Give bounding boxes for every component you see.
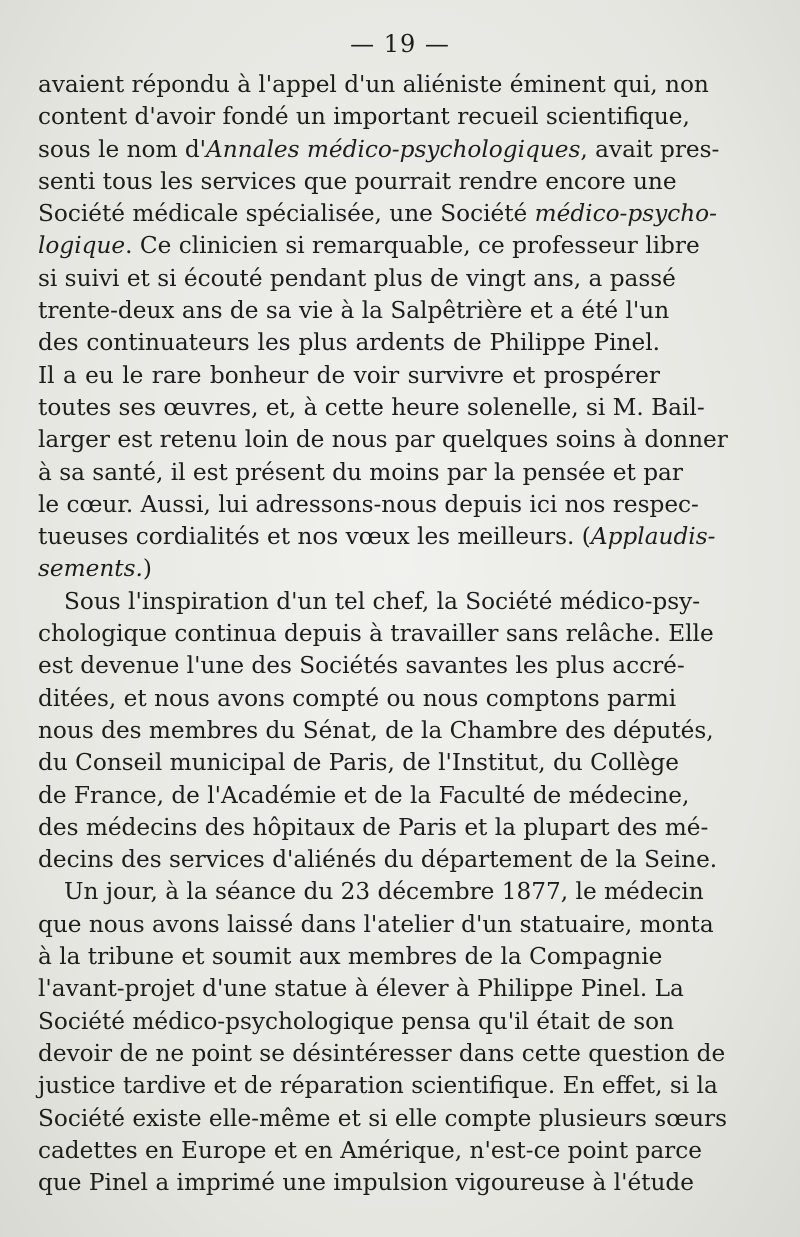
text-line: à sa santé, il est présent du moins par la pensée et par [38,458,683,486]
text-line [38,230,700,262]
text-line: des médecins des hôpitaux de Paris et la plupart des mé- [38,813,709,841]
text-line: senti tous les services que pourrait rendre encore une [38,167,677,195]
text-line [38,553,660,585]
text-line: trente-deux ans de sa vie à la Salpêtrière et a été l'un [38,297,670,325]
text-line: cadettes en Europe et en Amérique, n'est-ce point parce [38,1136,702,1164]
text-line: content d'avoir fondé un important recueil scientifique, [38,103,690,131]
text-run: tueuses cordialités et nos vœux les meilleurs. ( [38,523,591,551]
text-line: avaient répondu à l'appel d'un aliéniste éminent qui, non [38,71,709,98]
italic-run: logique [38,232,126,260]
italic-run: Applaudis- [590,523,716,551]
italic-run: médico-psycho- [534,200,717,228]
text-line: du Conseil municipal de Paris, de l'Institut, du Collège [38,749,679,777]
text-line: decins des services d'aliénés du département de la Seine. [38,846,718,874]
text-line: à la tribune et soumit aux membres de la Compagnie [38,943,663,971]
text-line: le cœur. Aussi, lui adressons-nous depuis ici nos respec- [38,490,699,518]
text-line [38,134,720,166]
text-line: ditées, et nous avons compté ou nous comptons parmi [38,684,677,712]
text-line: l'avant-projet d'une statue à élever à Philippe Pinel. La [38,975,684,1003]
text-line: que Pinel a imprimé une impulsion vigoureuse à l'étude [38,1169,694,1197]
text-line: Société médico-psychologique pensa qu'il était de son [38,1007,675,1035]
text-line: des continuateurs les plus ardents de Philippe Pinel. [38,329,660,357]
text-line: toutes ses œuvres, et, à cette heure solenelle, si M. Bail- [38,393,705,421]
text-line: Sous l'inspiration d'un tel chef, la Société médico-psy- [64,587,701,615]
text-line [38,198,717,230]
text-line: larger est retenu loin de nous par quelques soins à donner [38,426,728,454]
text-run: Société médicale spécialisée, une Société [38,200,535,228]
page-number: — 19 — [350,30,450,58]
text-line: Un jour, à la séance du 23 décembre 1877, le médecin [64,878,704,906]
text-run: . Ce clinicien si remarquable, ce professeur libre [125,232,700,260]
text-line: chologique continua depuis à travailler sans relâche. Elle [38,620,714,648]
text-line: justice tardive et de réparation scientifique. En effet, si la [38,1072,718,1100]
text-run: ) [142,555,152,583]
text-line: devoir de ne point se désintéresser dans cette question de [38,1039,726,1067]
text-run: , avait pres- [580,135,720,163]
text-line: si suivi et si écouté pendant plus de vingt ans, a passé [38,264,676,292]
text-line: de France, de l'Académie et de la Faculté de médecine, [38,781,690,809]
text-line: Il a eu le rare bonheur de voir survivre et prospérer [38,361,660,389]
text-line [38,521,716,553]
italic-run: Annales médico-psychologiques [206,135,581,163]
body-text [38,69,728,1199]
text-line: Société existe elle-même et si elle compte plusieurs sœurs [38,1104,728,1132]
text-run: sous le nom d' [38,135,207,163]
text-line: nous des membres du Sénat, de la Chambre des députés, [38,716,714,744]
text-line: est devenue l'une des Sociétés savantes les plus accré- [38,652,685,680]
italic-run: sements. [38,555,143,583]
text-line: que nous avons laissé dans l'atelier d'un statuaire, monta [38,910,714,938]
